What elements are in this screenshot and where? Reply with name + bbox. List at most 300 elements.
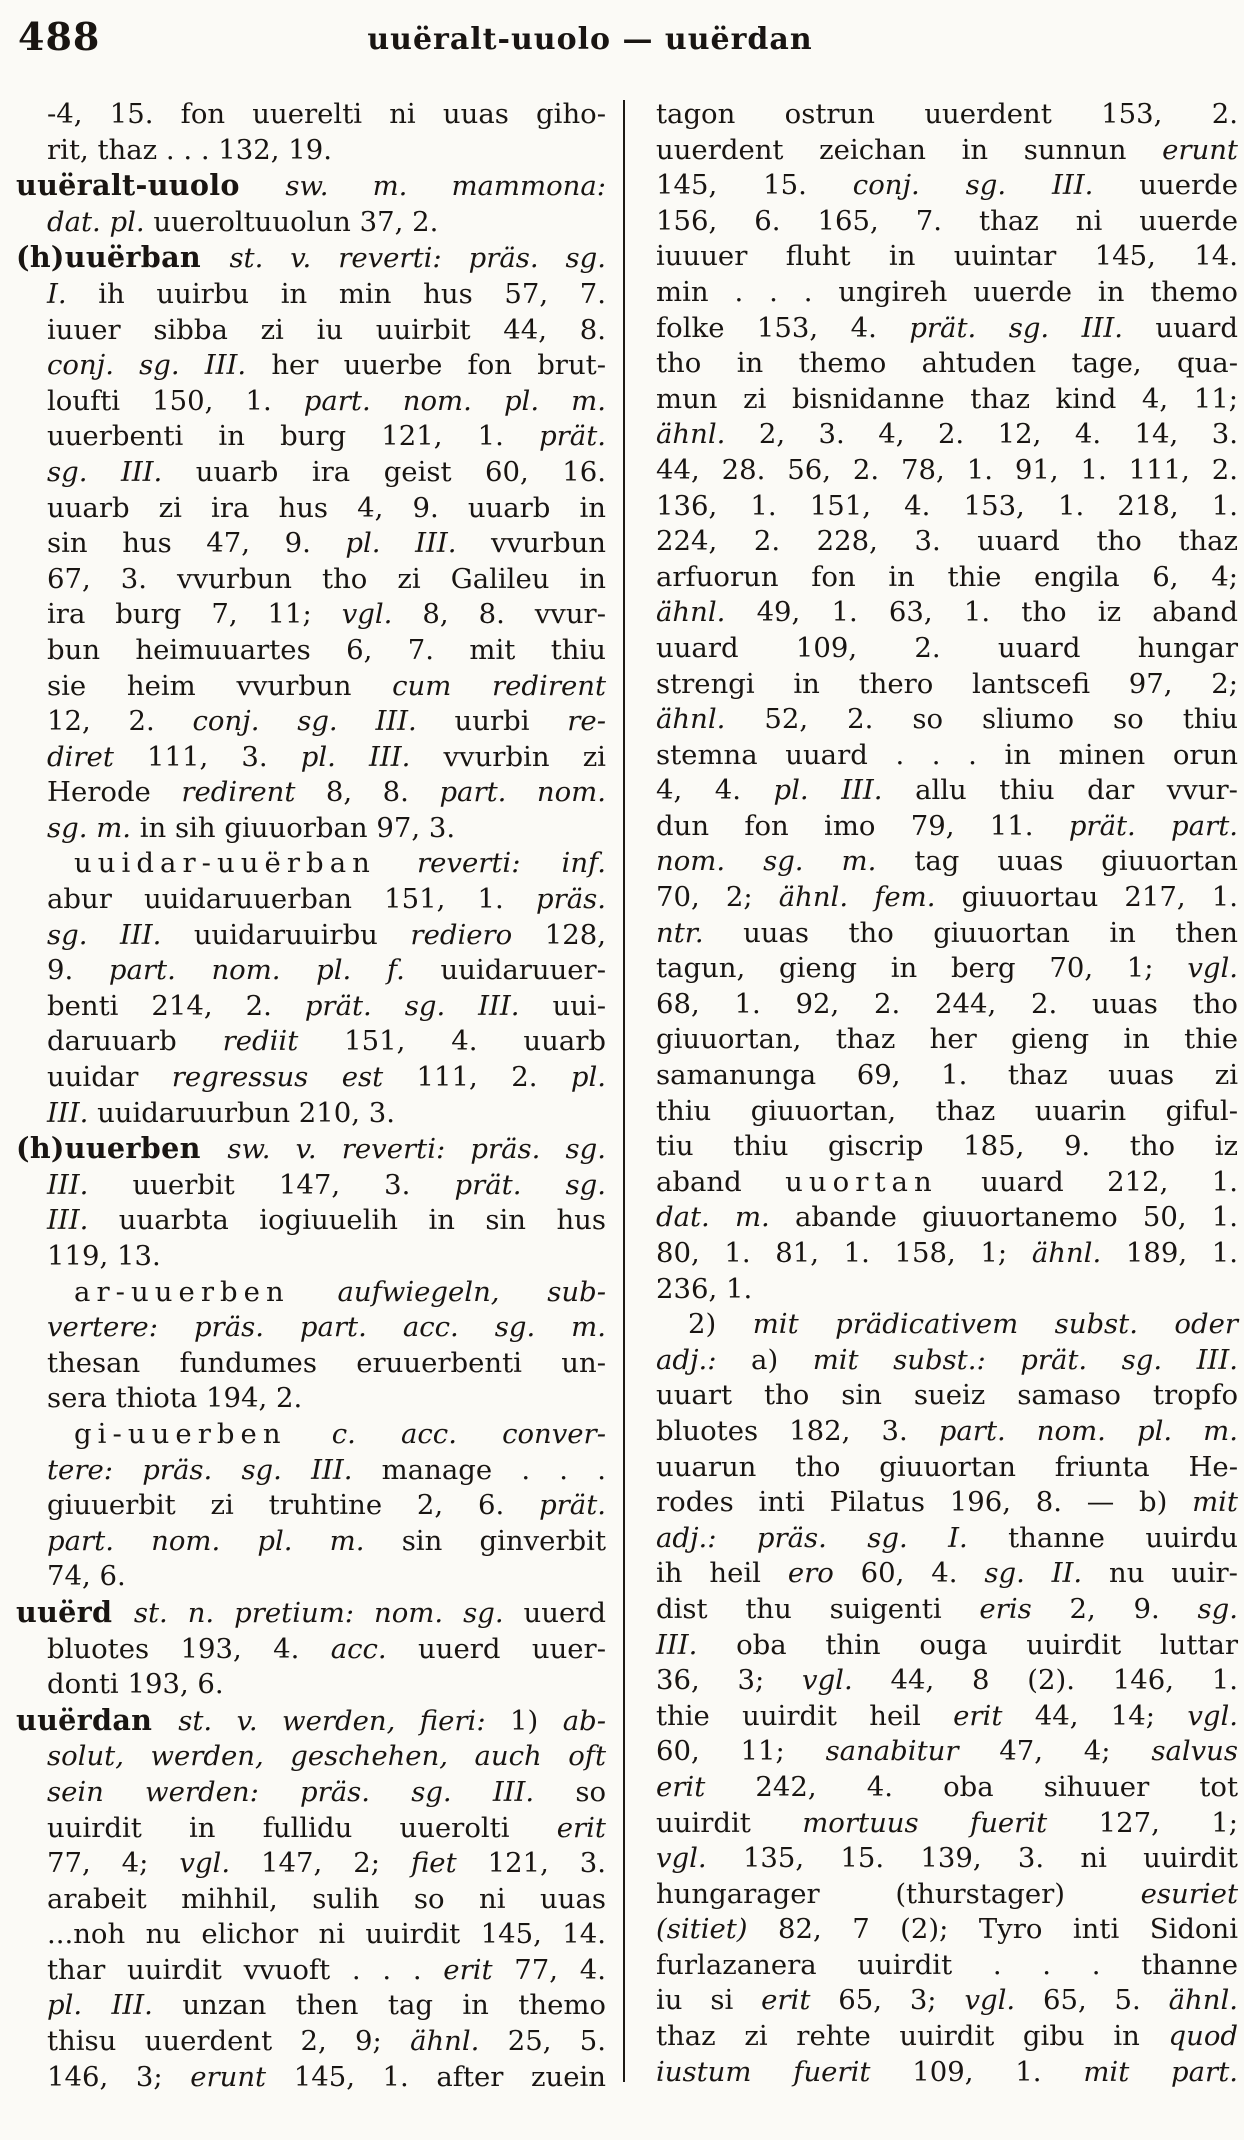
- text-segment: prät.: [539, 420, 606, 453]
- text-segment: allu thiu dar vvur-: [915, 774, 1238, 807]
- text-segment: uuirdit: [656, 1806, 803, 1839]
- text-segment: 127, 1;: [1098, 1806, 1238, 1839]
- text-segment: uuerbit 147, 3.: [132, 1168, 455, 1201]
- text-segment: giuuortau 217, 1.: [961, 881, 1238, 914]
- column-divider: [623, 100, 625, 2082]
- dictionary-line: [652, 1521, 1238, 1557]
- text-segment: uuerdent zeichan in sunnun: [656, 133, 1163, 166]
- dictionary-line: [16, 1381, 606, 1417]
- text-segment: 1): [510, 1704, 563, 1737]
- text-segment: 9.: [47, 954, 109, 987]
- text-segment: vgl.: [1187, 952, 1238, 985]
- text-segment: vgl.: [179, 1847, 262, 1880]
- text-segment: 136, 1. 151, 4. 153, 1. 218, 1.: [656, 489, 1238, 522]
- dictionary-line: [652, 489, 1238, 525]
- text-segment: 44, 8 (2). 146, 1.: [890, 1664, 1238, 1697]
- text-segment: tagun, gieng in berg 70, 1;: [656, 952, 1188, 985]
- text-segment: rit, thaz . . . 132, 19.: [47, 133, 333, 166]
- text-segment: tagon ostrun uuerdent 153, 2.: [656, 98, 1238, 130]
- text-segment: adj.: präs. sg. I.: [656, 1521, 1009, 1554]
- text-segment: adj.:: [656, 1343, 752, 1376]
- text-segment: sie heim vvurbun: [47, 669, 393, 702]
- text-segment: vgl.: [964, 1984, 1043, 2017]
- text-segment: mun zi bisnidanne thaz kind 4, 11;: [656, 382, 1238, 415]
- text-segment: uuidar-uuërban: [74, 847, 376, 880]
- text-segment: Herode: [47, 776, 182, 809]
- dictionary-line: [652, 239, 1238, 275]
- text-segment: re-: [567, 705, 606, 738]
- text-segment: in sih giuuorban 97, 3.: [139, 811, 456, 844]
- dictionary-line: [652, 2055, 1238, 2091]
- dictionary-line: [16, 882, 606, 918]
- text-segment: uuidaruuer-: [440, 954, 606, 987]
- text-segment: vgl.: [1187, 1699, 1238, 1732]
- text-segment: 145, 15.: [656, 169, 853, 202]
- text-segment: 8, 8.: [325, 776, 440, 809]
- text-segment: -4, 15. fon uuerelti ni uuas giho-: [47, 98, 606, 130]
- text-segment: erit: [443, 1953, 515, 1986]
- dictionary-line: [652, 417, 1238, 453]
- text-segment: st. v. reverti: präs. sg.: [229, 242, 606, 275]
- text-segment: 236, 1.: [656, 1272, 753, 1305]
- text-segment: thar uuirdit vvuoft . . .: [47, 1953, 444, 1986]
- text-segment: uurbi: [454, 705, 568, 738]
- text-segment: erit: [953, 1699, 1035, 1732]
- dictionary-line: [16, 97, 606, 133]
- dictionary-line: [16, 491, 606, 527]
- text-segment: ähnl.: [656, 703, 765, 736]
- dictionary-line: [16, 313, 606, 349]
- dictionary-line: [652, 1129, 1238, 1165]
- dictionary-line: [16, 1775, 606, 1811]
- dictionary-line: [652, 346, 1238, 382]
- text-segment: prät.: [539, 1489, 606, 1522]
- text-segment: part. nom. pl. m.: [303, 384, 606, 417]
- text-segment: uuerd: [523, 1596, 606, 1629]
- dictionary-line: [16, 1346, 606, 1382]
- dictionary-line: [652, 560, 1238, 596]
- text-segment: ähnl.: [1031, 1237, 1126, 1269]
- text-segment: donti 193, 6.: [47, 1668, 224, 1701]
- text-segment: iustum fuerit: [656, 2055, 913, 2088]
- dictionary-line: [16, 1739, 606, 1775]
- text-segment: mit prädicativem subst. oder: [752, 1308, 1239, 1341]
- dictionary-line: [16, 133, 606, 169]
- dictionary-line: [652, 809, 1238, 845]
- text-segment: mit part.: [1083, 2055, 1238, 2088]
- text-segment: 67, 3. vvurbun tho zi Galileu in: [47, 562, 606, 595]
- dictionary-line: [16, 775, 606, 811]
- text-segment: pl.: [570, 1061, 606, 1094]
- text-segment: st. n. pretium: nom. sg.: [133, 1596, 524, 1629]
- text-segment: salvus: [1151, 1735, 1238, 1768]
- dictionary-line: [652, 595, 1238, 631]
- text-segment: ar-uuerben: [74, 1275, 290, 1308]
- text-segment: uuarbta iogiuuelih in sin hus: [118, 1204, 606, 1237]
- text-segment: dist thu suigenti: [656, 1592, 980, 1625]
- text-segment: oba thin ouga uuirdit luttar: [736, 1628, 1238, 1661]
- dictionary-line: [16, 704, 606, 740]
- text-segment: ero: [787, 1557, 861, 1590]
- dictionary-line: [652, 880, 1238, 916]
- running-head: uuëralt-uuolo — uuërdan: [367, 22, 813, 57]
- text-segment: 47, 4;: [999, 1735, 1152, 1768]
- dictionary-line: [16, 918, 606, 954]
- text-segment: tiu thiu giscrip 185, 9. tho iz: [656, 1130, 1238, 1163]
- text-segment: uuëralt-uuolo: [16, 168, 286, 203]
- text-segment: erunt: [1162, 133, 1238, 166]
- text-segment: prät. sg.: [454, 1168, 606, 1201]
- text-segment: sin ginverbit: [401, 1524, 606, 1557]
- text-segment: conj. sg. III.: [852, 169, 1140, 202]
- text-segment: thie uuirdit heil: [656, 1699, 954, 1732]
- text-segment: rediit: [222, 1025, 345, 1058]
- text-segment: 151, 4. uuarb: [344, 1025, 606, 1058]
- text-segment: uuarb zi ira hus 4, 9. uuarb in: [47, 491, 606, 524]
- text-segment: a): [751, 1343, 813, 1376]
- text-segment: strengi in thero lantscefi 97, 2;: [656, 667, 1238, 700]
- dictionary-line: [16, 953, 606, 989]
- text-segment: sg. m.: [47, 811, 140, 844]
- text-segment: quod: [1168, 2020, 1238, 2053]
- column-left: [16, 97, 606, 2095]
- text-segment: uuard 109, 2. uuard hungar: [656, 631, 1238, 664]
- text-segment: sg. II.: [984, 1557, 1110, 1590]
- text-segment: 36, 3;: [656, 1664, 803, 1697]
- text-segment: abande giuuortanemo 50, 1.: [794, 1201, 1238, 1234]
- dictionary-line: [652, 524, 1238, 560]
- dictionary-line: [652, 1165, 1238, 1201]
- text-segment: samanunga 69, 1. thaz uuas zi: [656, 1059, 1238, 1092]
- dictionary-line: [16, 1417, 606, 1453]
- text-segment: mit: [1192, 1486, 1238, 1519]
- dictionary-line: [652, 1734, 1238, 1770]
- text-segment: iuuuer fluht in uuintar 145, 14.: [656, 240, 1238, 273]
- text-segment: pl. III.: [773, 774, 916, 807]
- dictionary-line: [16, 1811, 606, 1847]
- dictionary-line: [16, 1453, 606, 1489]
- text-segment: 111, 3.: [147, 740, 301, 773]
- dictionary-line: [652, 1592, 1238, 1628]
- text-segment: vgl.: [341, 598, 423, 631]
- text-segment: rodes inti Pilatus 196, 8. — b): [656, 1486, 1193, 1519]
- text-segment: I.: [47, 277, 99, 310]
- text-segment: 70, 2;: [656, 881, 779, 914]
- dictionary-line: [652, 2019, 1238, 2055]
- text-segment: thisu uuerdent 2, 9;: [47, 2025, 411, 2058]
- text-segment: furlazanera uuirdit . . . thanne: [656, 1948, 1238, 1981]
- text-segment: 224, 2. 228, 3. uuard tho thaz: [656, 525, 1238, 558]
- dictionary-line: [652, 1628, 1238, 1664]
- dictionary-line: [16, 1846, 606, 1882]
- dictionary-line: [652, 1307, 1238, 1343]
- dictionary-line: [652, 1022, 1238, 1058]
- dictionary-line: [16, 526, 606, 562]
- text-segment: erit: [761, 1984, 839, 2017]
- text-segment: bun heimuuartes 6, 7. mit thiu: [47, 633, 606, 666]
- text-segment: iuuer sibba zi iu uuirbit 44, 8.: [47, 313, 606, 346]
- text-segment: (h)uuërban: [16, 240, 230, 275]
- text-segment: abur uuidaruuerban 151, 1.: [47, 883, 536, 916]
- text-segment: so: [575, 1775, 606, 1808]
- text-segment: ih heil: [656, 1557, 788, 1590]
- dictionary-line: [16, 1703, 606, 1740]
- dictionary-line: [16, 597, 606, 633]
- text-segment: uuirdit in fullidu uuerolti: [47, 1811, 557, 1844]
- text-segment: III.: [47, 1096, 98, 1129]
- text-segment: manage . . .: [381, 1453, 607, 1486]
- dictionary-line: [652, 1770, 1238, 1806]
- text-segment: folke 153, 4.: [656, 311, 910, 344]
- dictionary-line: [652, 951, 1238, 987]
- text-segment: (sitiet): [656, 1913, 778, 1946]
- dictionary-line: [16, 1953, 606, 1989]
- text-segment: 12, 2.: [47, 705, 193, 738]
- text-segment: vvurbun: [491, 527, 606, 560]
- dictionary-line: [652, 844, 1238, 880]
- dictionary-line: [652, 1378, 1238, 1414]
- text-segment: 60, 11;: [656, 1735, 826, 1768]
- text-segment: st. v. werden, fieri:: [178, 1704, 511, 1737]
- text-segment: 128,: [544, 918, 606, 951]
- dictionary-line: [652, 1343, 1238, 1379]
- dictionary-line: [652, 667, 1238, 703]
- dictionary-line: [16, 1667, 606, 1703]
- text-segment: vertere: präs. part. acc. sg. m.: [47, 1311, 606, 1344]
- text-segment: uuard: [1155, 311, 1238, 344]
- dictionary-line: [652, 1450, 1238, 1486]
- text-segment: solut, werden, geschehen, auch oft: [47, 1740, 606, 1773]
- text-segment: 2): [688, 1308, 753, 1341]
- text-segment: 2, 9.: [1069, 1592, 1198, 1625]
- dictionary-line: [16, 1096, 606, 1132]
- dictionary-line: [652, 1948, 1238, 1984]
- page-number: 488: [18, 14, 101, 59]
- text-segment: uuërdan: [16, 1702, 179, 1737]
- text-segment: präs.: [536, 883, 606, 916]
- dictionary-line: [16, 1060, 606, 1096]
- text-segment: uuarun tho giuuortan friunta He-: [656, 1450, 1238, 1483]
- text-segment: uuart tho sin sueiz samaso tropfo: [656, 1379, 1238, 1412]
- dictionary-line: [652, 1806, 1238, 1842]
- text-segment: dat. m.: [656, 1201, 795, 1234]
- dictionary-line: [16, 811, 606, 847]
- text-segment: pl. III.: [47, 1989, 183, 2022]
- text-segment: mit subst.: prät. sg. III.: [812, 1343, 1238, 1376]
- text-segment: bluotes 182, 3.: [656, 1414, 939, 1447]
- text-segment: vgl.: [656, 1842, 743, 1875]
- dictionary-line: [652, 133, 1238, 169]
- dictionary-line: [652, 382, 1238, 418]
- text-segment: hungarager (thurstager): [656, 1877, 1141, 1910]
- dictionary-line: [652, 987, 1238, 1023]
- text-segment: ...noh nu elichor ni uuirdit 145, 14.: [47, 1918, 606, 1951]
- text-segment: reverti: inf.: [375, 847, 606, 880]
- dictionary-line: [652, 168, 1238, 204]
- dictionary-line: [16, 419, 606, 455]
- dictionary-line: [652, 1556, 1238, 1592]
- text-segment: uuas tho giuuortan in then: [743, 916, 1239, 949]
- text-segment: prät. sg. III.: [909, 311, 1156, 344]
- text-segment: tho in themo ahtuden tage, qua-: [656, 347, 1238, 380]
- text-segment: unzan then tag in themo: [182, 1989, 606, 2022]
- dictionary-line: [16, 1131, 606, 1168]
- dictionary-line: [16, 669, 606, 705]
- text-segment: part. nom. pl. m.: [938, 1414, 1238, 1447]
- text-segment: diret: [47, 740, 148, 773]
- text-segment: sw. m. mammona:: [285, 170, 607, 203]
- text-segment: uuërd: [16, 1594, 134, 1629]
- dictionary-line: [16, 740, 606, 776]
- text-segment: uueroltuuolun 37, 2.: [153, 205, 439, 238]
- text-segment: prät. part.: [1068, 809, 1238, 842]
- dictionary-line: [652, 1414, 1238, 1450]
- text-segment: (h)uuerben: [16, 1131, 228, 1166]
- text-segment: arfuorun fon in thie engila 6, 4;: [656, 560, 1238, 593]
- dictionary-line: [16, 277, 606, 313]
- text-segment: sanabitur: [825, 1735, 1000, 1768]
- column-right: [652, 97, 1238, 2090]
- text-segment: III.: [47, 1168, 133, 1201]
- dictionary-line: [16, 1988, 606, 2024]
- dictionary-line: [652, 1200, 1238, 1236]
- text-segment: aufwiegeln, sub-: [289, 1275, 606, 1308]
- text-segment: stemna uuard . . . in minen orun: [656, 738, 1238, 771]
- text-segment: 49, 1. 63, 1. tho iz aband: [756, 596, 1238, 629]
- text-segment: 44, 28. 56, 2. 78, 1. 91, 1. 111, 2.: [656, 453, 1238, 486]
- dictionary-line: [16, 989, 606, 1025]
- text-segment: pl. III.: [300, 740, 444, 773]
- text-segment: 8, 8. vvur-: [422, 598, 606, 631]
- text-segment: 111, 2.: [416, 1061, 571, 1094]
- text-segment: tere: präs. sg. III.: [47, 1453, 382, 1486]
- text-segment: iu si: [656, 1984, 762, 2017]
- text-segment: 60, 4.: [860, 1557, 985, 1590]
- text-segment: eris: [979, 1592, 1070, 1625]
- dictionary-line: [16, 1024, 606, 1060]
- text-segment: 44, 14;: [1034, 1699, 1188, 1732]
- text-segment: acc.: [330, 1632, 419, 1665]
- text-segment: 52, 2. so sliumo so thiu: [764, 703, 1238, 736]
- text-segment: 156, 6. 165, 7. thaz ni uuerde: [656, 204, 1238, 237]
- dictionary-line: [652, 1699, 1238, 1735]
- text-segment: sein werden: präs. sg. III.: [47, 1775, 576, 1808]
- text-segment: redirent: [181, 776, 326, 809]
- dictionary-line: [16, 384, 606, 420]
- text-segment: ab-: [562, 1704, 607, 1737]
- text-segment: fiet: [410, 1847, 488, 1880]
- dictionary-line: [16, 205, 606, 241]
- text-segment: uuerbenti in burg 121, 1.: [47, 420, 540, 453]
- text-segment: giuuerbit zi truhtine 2, 6.: [47, 1489, 540, 1522]
- text-segment: loufti 150, 1.: [47, 384, 304, 417]
- text-segment: ntr.: [656, 916, 744, 949]
- text-segment: conj. sg. III.: [47, 349, 272, 382]
- text-segment: dun fon imo 79, 11.: [656, 809, 1069, 842]
- text-segment: nu uuir-: [1109, 1557, 1238, 1590]
- text-segment: thesan fundumes eruuerbenti un-: [47, 1346, 606, 1379]
- text-segment: prät. sg. III.: [304, 989, 553, 1022]
- dictionary-line: [652, 1912, 1238, 1948]
- text-segment: erit: [656, 1770, 756, 1803]
- text-segment: benti 214, 2.: [47, 989, 305, 1022]
- text-segment: bluotes 193, 4.: [47, 1632, 331, 1665]
- dictionary-line: [652, 1485, 1238, 1521]
- text-segment: conj. sg. III.: [192, 705, 455, 738]
- text-segment: sera thiota 194, 2.: [47, 1382, 303, 1415]
- dictionary-line: [16, 1168, 606, 1204]
- dictionary-line: [652, 1877, 1238, 1913]
- dictionary-line: [16, 1310, 606, 1346]
- text-segment: sg. III.: [47, 455, 196, 488]
- dictionary-line: [652, 311, 1238, 347]
- dictionary-line: [652, 204, 1238, 240]
- text-segment: ira burg 7, 11;: [47, 598, 342, 631]
- dictionary-line: [652, 916, 1238, 952]
- text-segment: arabeit mihhil, sulih so ni uuas: [47, 1882, 606, 1915]
- text-segment: sg.: [1197, 1592, 1238, 1625]
- text-segment: cum redirent: [392, 669, 607, 702]
- text-segment: 146, 3;: [47, 2060, 191, 2093]
- text-segment: thaz zi rehte uuirdit gibu in: [656, 2020, 1169, 2053]
- dictionary-line: [16, 1524, 606, 1560]
- text-segment: uuerde: [1139, 169, 1238, 202]
- dictionary-line: [652, 1272, 1238, 1308]
- dictionary-line: [16, 1917, 606, 1953]
- dictionary-line: [652, 773, 1238, 809]
- dictionary-line: [652, 1983, 1238, 2019]
- text-segment: rediero: [410, 918, 545, 951]
- text-segment: uuerd uuer-: [418, 1632, 606, 1665]
- text-segment: 121, 3.: [487, 1847, 606, 1880]
- text-segment: sg. III.: [47, 918, 194, 951]
- text-segment: uuard 212, 1.: [937, 1165, 1239, 1198]
- dictionary-line: [16, 240, 606, 277]
- dictionary-line: [16, 562, 606, 598]
- text-segment: ähnl.: [1168, 1984, 1238, 2017]
- text-segment: vgl.: [802, 1664, 891, 1697]
- text-segment: 189, 1.: [1125, 1237, 1238, 1269]
- text-segment: part. nom.: [439, 776, 607, 809]
- text-segment: 80, 1. 81, 1. 158, 1;: [656, 1237, 1032, 1269]
- dictionary-line: [16, 846, 606, 882]
- dictionary-line: [652, 1236, 1238, 1272]
- text-segment: her uuerbe fon brut-: [271, 349, 606, 382]
- text-segment: dat. pl.: [47, 205, 154, 238]
- text-segment: vvurbin zi: [443, 740, 606, 773]
- dictionary-line: [16, 168, 606, 205]
- text-segment: pl. III.: [345, 527, 492, 560]
- dictionary-line: [16, 633, 606, 669]
- text-segment: 65, 5.: [1042, 1984, 1169, 2017]
- text-segment: III.: [47, 1204, 119, 1237]
- text-segment: ähnl.: [656, 596, 757, 629]
- text-segment: thiu giuuortan, thaz uuarin giful-: [656, 1094, 1238, 1127]
- text-segment: ähnl. fem.: [778, 881, 962, 914]
- text-segment: erit: [556, 1811, 606, 1844]
- text-segment: part. nom. pl. m.: [47, 1524, 402, 1557]
- dictionary-line: [16, 1559, 606, 1595]
- text-segment: 147, 2;: [261, 1847, 411, 1880]
- dictionary-line: [16, 1275, 606, 1311]
- text-segment: uuidaruuirbu: [193, 918, 411, 951]
- text-segment: 242, 4. oba sihuuer tot: [755, 1770, 1238, 1803]
- text-segment: uuarb ira geist 60, 16.: [195, 455, 606, 488]
- dictionary-line: [16, 1882, 606, 1918]
- text-segment: ähnl.: [656, 418, 759, 451]
- text-segment: sw. v. reverti: präs. sg.: [227, 1133, 606, 1166]
- text-segment: ih uuirbu in min hus 57, 7.: [98, 277, 606, 310]
